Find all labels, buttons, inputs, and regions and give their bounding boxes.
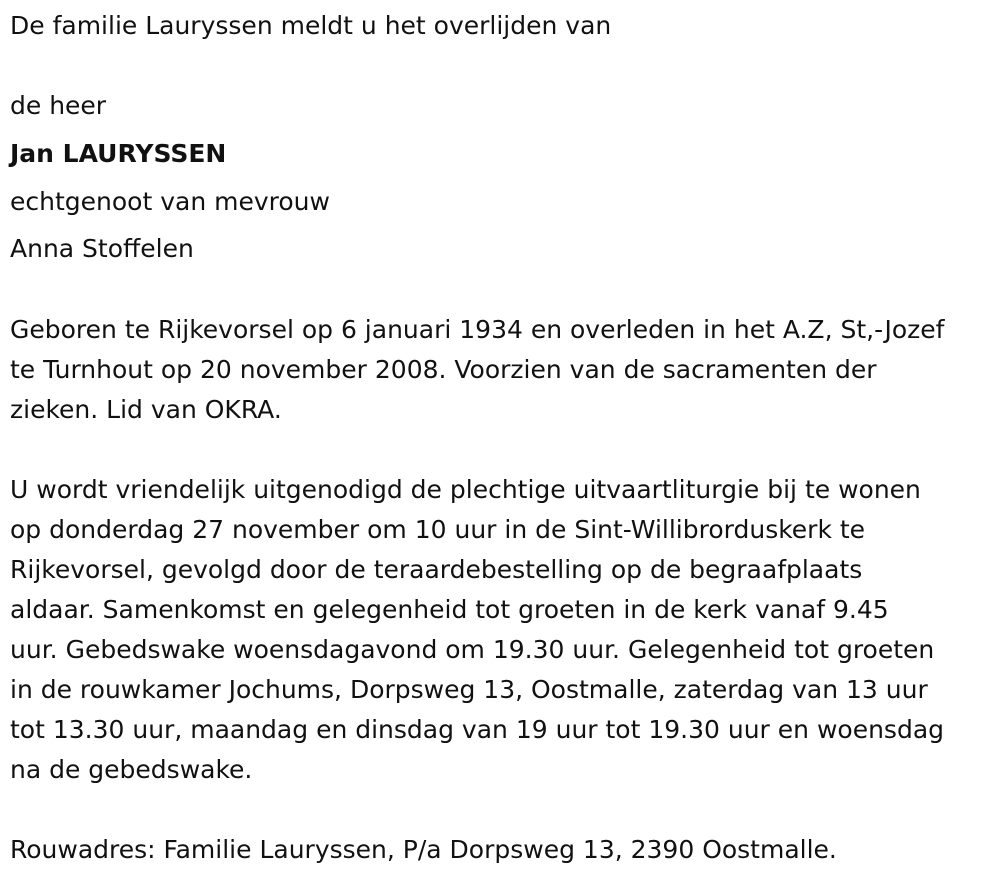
spouse-name: Anna Stoffelen: [10, 234, 194, 263]
birth-death-paragraph: [10, 310, 995, 430]
intro-text: De familie Lauryssen meldt u het overlijden van: [10, 11, 612, 40]
paragraph-line: aldaar. Samenkomst en gelegenheid tot groeten in de kerk vanaf 9.45: [10, 595, 889, 624]
paragraph-line: U wordt vriendelijk uitgenodigd de plechtige uitvaartliturgie bij te wonen: [10, 475, 921, 504]
paragraph-line: Geboren te Rijkevorsel op 6 januari 1934 en overleden in het A.Z, St,-Jozef: [10, 315, 945, 344]
paragraph-line: in de rouwkamer Jochums, Dorpsweg 13, Oostmalle, zaterdag van 13 uur: [10, 675, 928, 704]
deceased-name: Jan LAURYSSEN: [10, 139, 227, 168]
paragraph-line: uur. Gebedswake woensdagavond om 19.30 uur. Gelegenheid tot groeten: [10, 635, 935, 664]
spouse-label: echtgenoot van mevrouw: [10, 187, 330, 216]
paragraph-line: op donderdag 27 november om 10 uur in de Sint-Willibrorduskerk te: [10, 515, 866, 544]
honorific-title: de heer: [10, 91, 107, 120]
paragraph-line: na de gebedswake.: [10, 755, 253, 784]
paragraph-line: Rijkevorsel, gevolgd door de teraardebestelling op de begraafplaats: [10, 555, 863, 584]
mourning-address: Rouwadres: Familie Lauryssen, P/a Dorpsweg 13, 2390 Oostmalle.: [10, 835, 837, 864]
paragraph-line: te Turnhout op 20 november 2008. Voorzien van de sacramenten der: [10, 355, 877, 384]
paragraph-line: tot 13.30 uur, maandag en dinsdag van 19 uur tot 19.30 uur en woensdag: [10, 715, 945, 744]
paragraph-line: zieken. Lid van OKRA.: [10, 395, 282, 424]
funeral-paragraph: [10, 470, 995, 790]
